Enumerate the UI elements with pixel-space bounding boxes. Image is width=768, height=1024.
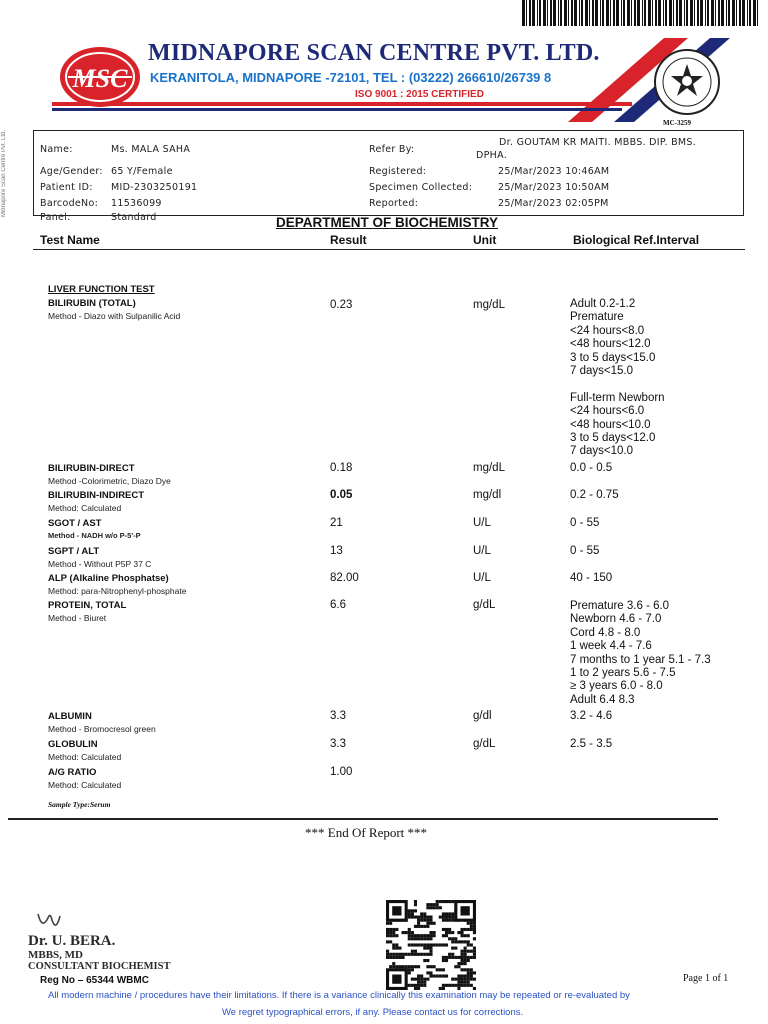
registered-label: Registered:: [369, 166, 427, 177]
col-result: Result: [330, 233, 367, 247]
test-name: A/G RATIO: [48, 767, 97, 778]
test-result: 82.00: [330, 572, 359, 584]
test-name: GLOBULIN: [48, 739, 98, 750]
ref-line: Cord 4.8 - 8.0: [570, 626, 641, 639]
ref-line: Full-term Newborn: [570, 391, 665, 404]
col-ref-interval: Biological Ref.Interval: [573, 233, 700, 247]
test-unit: mg/dl: [473, 489, 502, 501]
barcode-no-value: 11536099: [111, 198, 162, 209]
ref-line: 0 - 55: [570, 545, 600, 557]
test-result: 0.23: [330, 299, 353, 311]
test-ref-interval: [570, 517, 599, 530]
ref-line: <24 hours<6.0: [570, 405, 645, 418]
ref-line: Adult 0.2-1.2: [570, 298, 636, 310]
logo-text: MSC: [72, 64, 128, 93]
side-watermark-text: Midnapore Scan Centre Pvt. Ltd.: [1, 130, 7, 218]
doctor-reg-no: Reg No – 65344 WBMC: [40, 975, 149, 986]
ref-line: ≥ 3 years 6.0 - 8.0: [570, 680, 663, 693]
test-name: BILIRUBIN-INDIRECT: [48, 490, 145, 501]
test-name: SGOT / AST: [48, 518, 102, 529]
test-method: Method: Calculated: [48, 780, 122, 790]
test-unit: mg/dL: [473, 462, 505, 474]
test-ref-interval: [570, 462, 612, 475]
ref-line: Newborn 4.6 - 7.0: [570, 613, 662, 626]
age-gender-label: Age/Gender:: [40, 166, 103, 177]
test-result: 0.05: [330, 489, 353, 501]
doctor-name: Dr. U. BERA.: [28, 933, 116, 949]
ref-line: 0.0 - 0.5: [570, 462, 613, 474]
col-unit: Unit: [473, 233, 497, 247]
barcode-no-label: BarcodeNo:: [40, 198, 99, 209]
section-title: LIVER FUNCTION TEST: [48, 284, 155, 295]
patient-id-value: MID-2303250191: [111, 182, 198, 193]
ref-line: 40 - 150: [570, 572, 613, 584]
collected-label: Specimen Collected:: [369, 182, 473, 193]
test-ref-interval: [570, 489, 619, 502]
test-method: Method - NADH w/o P-5'-P: [48, 531, 141, 540]
test-name: BILIRUBIN (TOTAL): [48, 298, 136, 309]
ref-line: 0 - 55: [570, 517, 600, 529]
test-result: 3.3: [330, 738, 346, 750]
refer-by-line1: Dr. GOUTAM KR MAITI. MBBS. DIP. BMS.: [499, 137, 697, 148]
test-unit: U/L: [473, 517, 491, 529]
end-divider: [8, 818, 718, 820]
qr-code: [386, 900, 476, 990]
disclaimer-line2: We regret typographical errors, if any. Please contact us for corrections.: [222, 1007, 524, 1018]
doctor-degree: MBBS, MD: [28, 949, 83, 961]
test-ref-interval: [570, 710, 612, 723]
ref-line: 3 to 5 days<12.0: [570, 432, 656, 445]
test-result: 3.3: [330, 710, 346, 722]
test-name: BILIRUBIN-DIRECT: [48, 463, 135, 474]
test-result: 13: [330, 545, 343, 557]
test-result: 0.18: [330, 462, 353, 474]
ref-line: Premature: [570, 311, 624, 324]
patient-name: Ms. MALA SAHA: [111, 144, 191, 155]
disclaimer-line1: All modern machine / procedures have their limitations. If there is a variance clinically this examination may be repeated or re-evaluated by: [48, 990, 630, 1001]
test-name: ALBUMIN: [48, 711, 92, 722]
ref-line: [570, 378, 665, 391]
test-method: Method: para-Nitrophenyl-phosphate: [48, 586, 187, 596]
test-ref-interval: [570, 600, 711, 707]
ref-line: Adult 6.4 8.3: [570, 693, 635, 706]
test-ref-interval: [570, 545, 599, 558]
iso-certification: ISO 9001 : 2015 CERTIFIED: [355, 89, 484, 100]
test-name: PROTEIN, TOTAL: [48, 600, 127, 611]
sample-type: Sample Type:Serum: [48, 800, 111, 809]
name-label: Name:: [40, 144, 73, 155]
test-ref-interval: [570, 298, 665, 459]
col-test-name: Test Name: [40, 233, 100, 247]
company-address: KERANITOLA, MIDNAPORE -72101, TEL : (03222) 266610/26739 8: [150, 70, 552, 85]
test-unit: g/dL: [473, 599, 496, 611]
reported-value: 25/Mar/2023 02:05PM: [498, 198, 609, 209]
ref-line: 7 months to 1 year 5.1 - 7.3: [570, 653, 711, 666]
panel-label: Panel:: [40, 212, 71, 223]
test-unit: U/L: [473, 545, 491, 557]
test-method: Method -Colorimetric, Diazo Dye: [48, 476, 171, 486]
ref-line: <48 hours<10.0: [570, 418, 651, 431]
end-of-report: *** End Of Report ***: [305, 825, 428, 840]
test-unit: U/L: [473, 572, 491, 584]
ref-line: <48 hours<12.0: [570, 338, 651, 351]
test-method: Method - Diazo with Sulpanilic Acid: [48, 311, 181, 321]
ref-line: 7 days<10.0: [570, 445, 633, 458]
ref-line: 0.2 - 0.75: [570, 489, 619, 501]
ref-line: Premature 3.6 - 6.0: [570, 600, 670, 612]
patient-id-label: Patient ID:: [40, 182, 93, 193]
ref-line: 3.2 - 4.6: [570, 710, 613, 722]
barcode-graphic: [522, 0, 760, 26]
test-method: Method: Calculated: [48, 503, 122, 513]
age-gender-value: 65 Y/Female: [111, 166, 173, 177]
test-unit: mg/dL: [473, 299, 505, 311]
ref-line: <24 hours<8.0: [570, 324, 645, 337]
accreditation-seal-icon: [653, 48, 721, 116]
registered-value: 25/Mar/2023 10:46AM: [498, 166, 610, 177]
signature-icon: [34, 908, 64, 934]
doctor-designation: CONSULTANT BIOCHEMIST: [28, 961, 171, 972]
ref-line: 1 week 4.4 - 7.6: [570, 640, 652, 653]
msc-logo: [58, 42, 142, 112]
refer-by-label: Refer By:: [369, 144, 415, 155]
collected-value: 25/Mar/2023 10:50AM: [498, 182, 610, 193]
test-result: 6.6: [330, 599, 346, 611]
test-method: Method - Bromocresol green: [48, 724, 156, 734]
company-name: MIDNAPORE SCAN CENTRE PVT. LTD.: [148, 40, 600, 66]
test-name: SGPT / ALT: [48, 546, 100, 557]
test-method: Method - Without P5P 37 C: [48, 559, 152, 569]
seal-code: MC-3259: [663, 119, 691, 127]
page-number: Page 1 of 1: [683, 973, 729, 984]
panel-value: Standard: [111, 212, 157, 223]
ref-line: 1 to 2 years 5.6 - 7.5: [570, 667, 676, 680]
test-method: Method - Biuret: [48, 613, 107, 623]
reported-label: Reported:: [369, 198, 419, 209]
test-name: ALP (Alkaline Phosphatse): [48, 573, 169, 584]
ref-line: 2.5 - 3.5: [570, 738, 613, 750]
test-result: 21: [330, 517, 343, 529]
header-divider: [33, 249, 745, 250]
test-result: 1.00: [330, 766, 353, 778]
refer-by-line2: DPHA.: [476, 150, 508, 161]
test-method: Method: Calculated: [48, 752, 122, 762]
ref-line: 3 to 5 days<15.0: [570, 351, 656, 364]
department-title: DEPARTMENT OF BIOCHEMISTRY: [276, 215, 498, 230]
test-unit: g/dL: [473, 738, 496, 750]
test-unit: g/dl: [473, 710, 492, 722]
test-ref-interval: [570, 738, 612, 751]
test-ref-interval: [570, 572, 612, 585]
ref-line: 7 days<15.0: [570, 365, 633, 378]
